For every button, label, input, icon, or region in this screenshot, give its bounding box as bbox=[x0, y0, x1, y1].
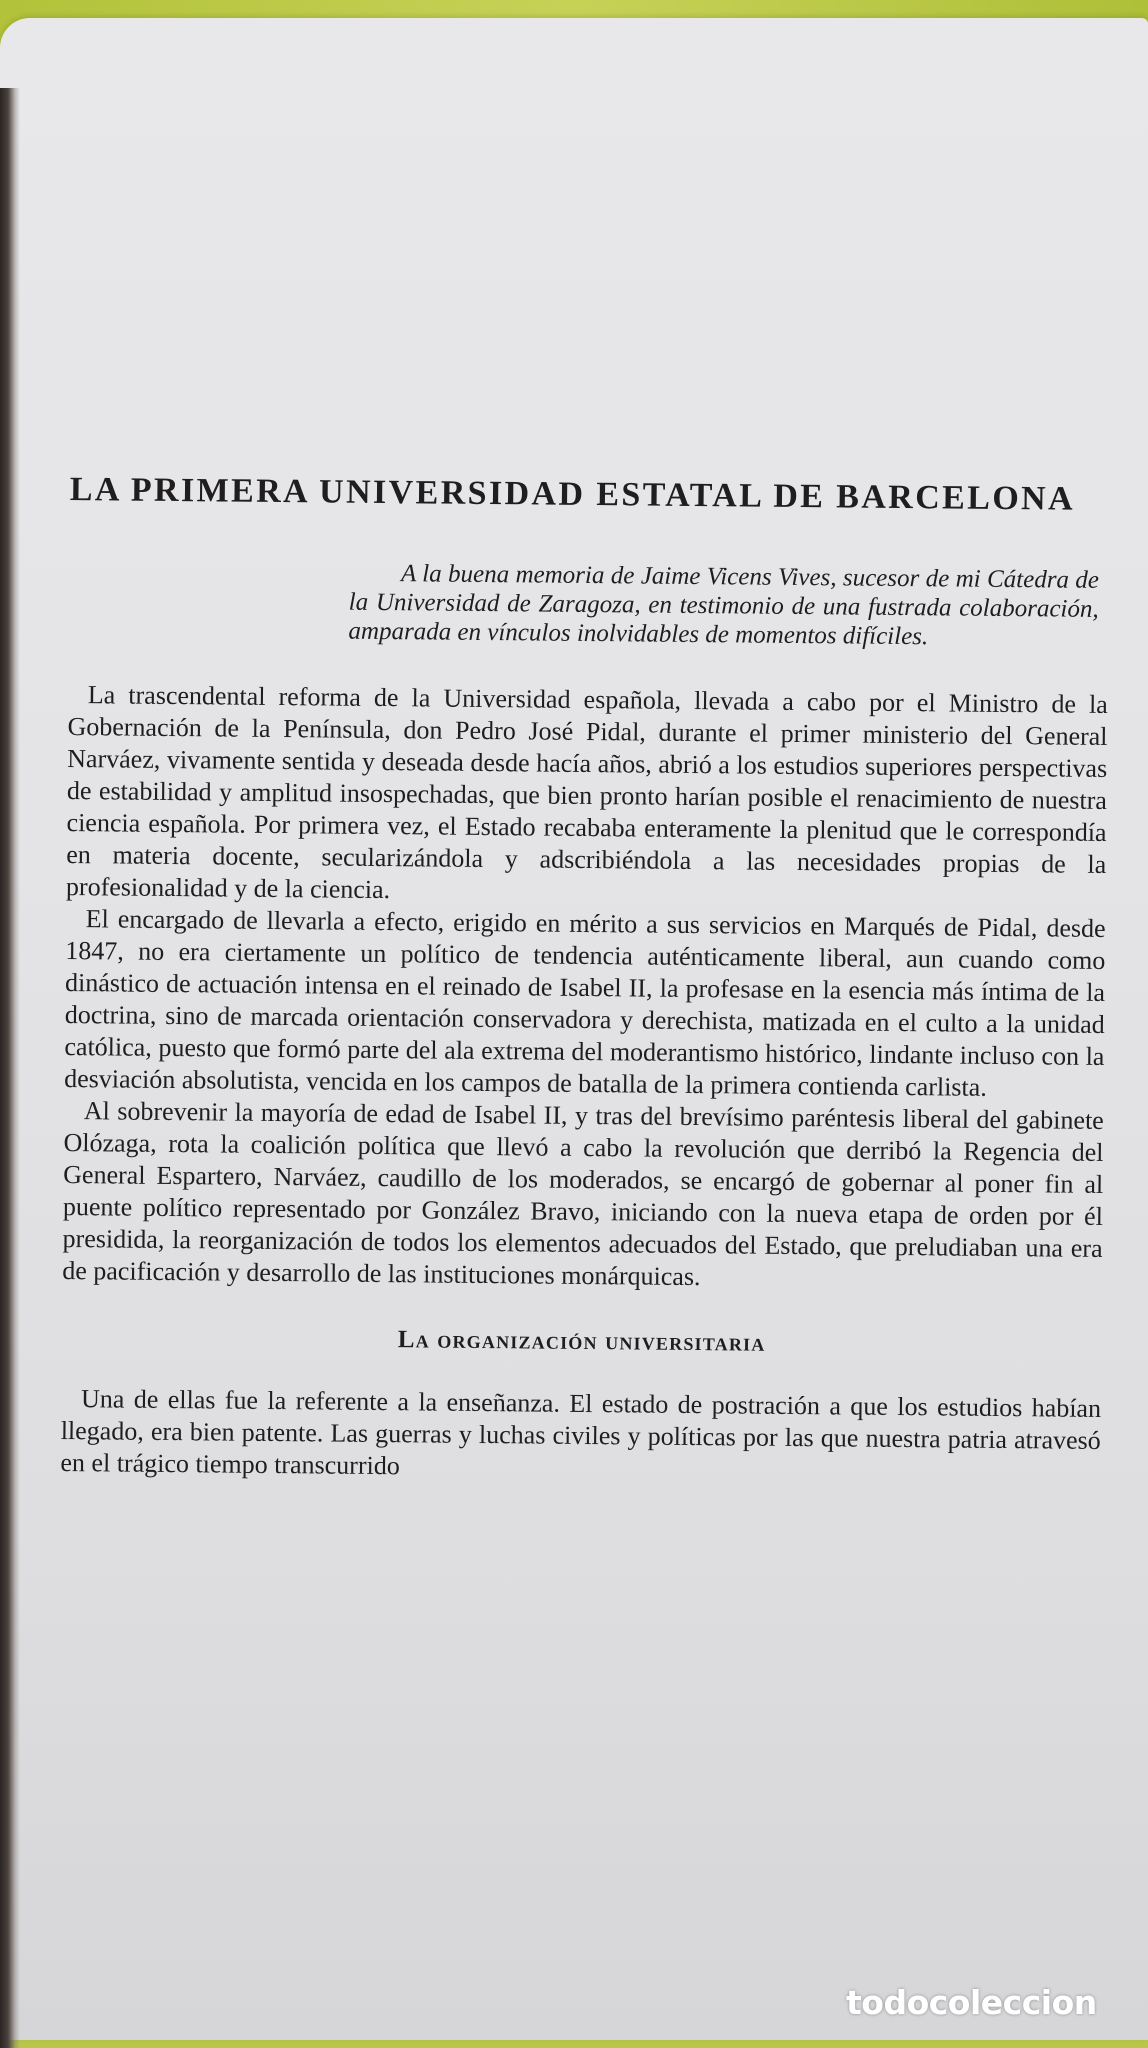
section-heading: La organización universitaria bbox=[397, 1326, 766, 1357]
body-text bbox=[62, 679, 1108, 1297]
paragraph-1: La trascendental reforma de la Universidad española, llevada a cabo por el Ministro de la Gobernación de la Península, don Pedro José Pidal, durante el primer ministerio del General Narváez, vivamente sentida y deseada desde hacía años, abrió a los estudios superiores perspectivas de estabilidad y amplitud insospechadas, que bien pronto harían posible el renacimiento de nuestra ciencia española. Por primera vez, el Estado recababa enteramente la plenitud que le correspondía en materia docente, secularizándola y adscribiéndola a las necesidades propias de la profesionalidad y de la ciencia. bbox=[65, 680, 1108, 905]
chapter-title: LA PRIMERA UNIVERSIDAD ESTATAL DE BARCELONA bbox=[69, 470, 1076, 518]
dedication bbox=[348, 559, 1099, 653]
paragraph-2: El encargado de llevarla a efecto, erigido en mérito a sus servicios en Marqués de Pidal, desde 1847, no era ciertamente un político de tendencia auténticamente liberal, aun cuando como dinástico de actuación intensa en el reinado de Isabel II, la profesase en la esencia más íntima de la doctrina, sino de marcada orientación conservadora y derechista, matizada en el culto a la unidad católica, puesto que formó parte del ala extrema del moderantismo histórico, lindante incluso con la desviación absolutista, vencida en los campos de batalla de la primera contienda carlista. bbox=[64, 904, 1106, 1102]
page-spine-shadow bbox=[0, 88, 20, 2048]
paragraph-3: Al sobrevenir la mayoría de edad de Isabel II, y tras del brevísimo paréntesis liberal del gabinete Olózaga, rota la coalición política que llevó a cabo la revolución que derribó la Regencia del General Espartero, Narváez, caudillo de los moderados, se encargó de gobernar al poner fin al puente político representado por González Bravo, iniciando con la nueva etapa de orden por él presidida, la reorganización de todos los elementos adecuados del Estado, que preludiaban una era de pacificación y desarrollo de las instituciones monárquicas. bbox=[62, 1096, 1104, 1292]
page-content bbox=[60, 470, 1110, 1489]
section-body bbox=[60, 1383, 1101, 1489]
watermark-logo: todocoleccion bbox=[846, 1983, 1097, 2022]
dedication-text: A la buena memoria de Jaime Vicens Vives, sucesor de mi Cátedra de la Universidad de Zaragoza, en testimonio de una fustrada colaboración, amparada en vínculos inolvidables de momentos difíciles. bbox=[348, 560, 1100, 651]
section-paragraph-1: Una de ellas fue la referente a la enseñanza. El estado de postración a que los estudios habían llegado, era bien patente. Las guerras y luchas civiles y políticas por las que nuestra patria atravesó en el trágico tiempo transcurrido bbox=[60, 1384, 1102, 1481]
